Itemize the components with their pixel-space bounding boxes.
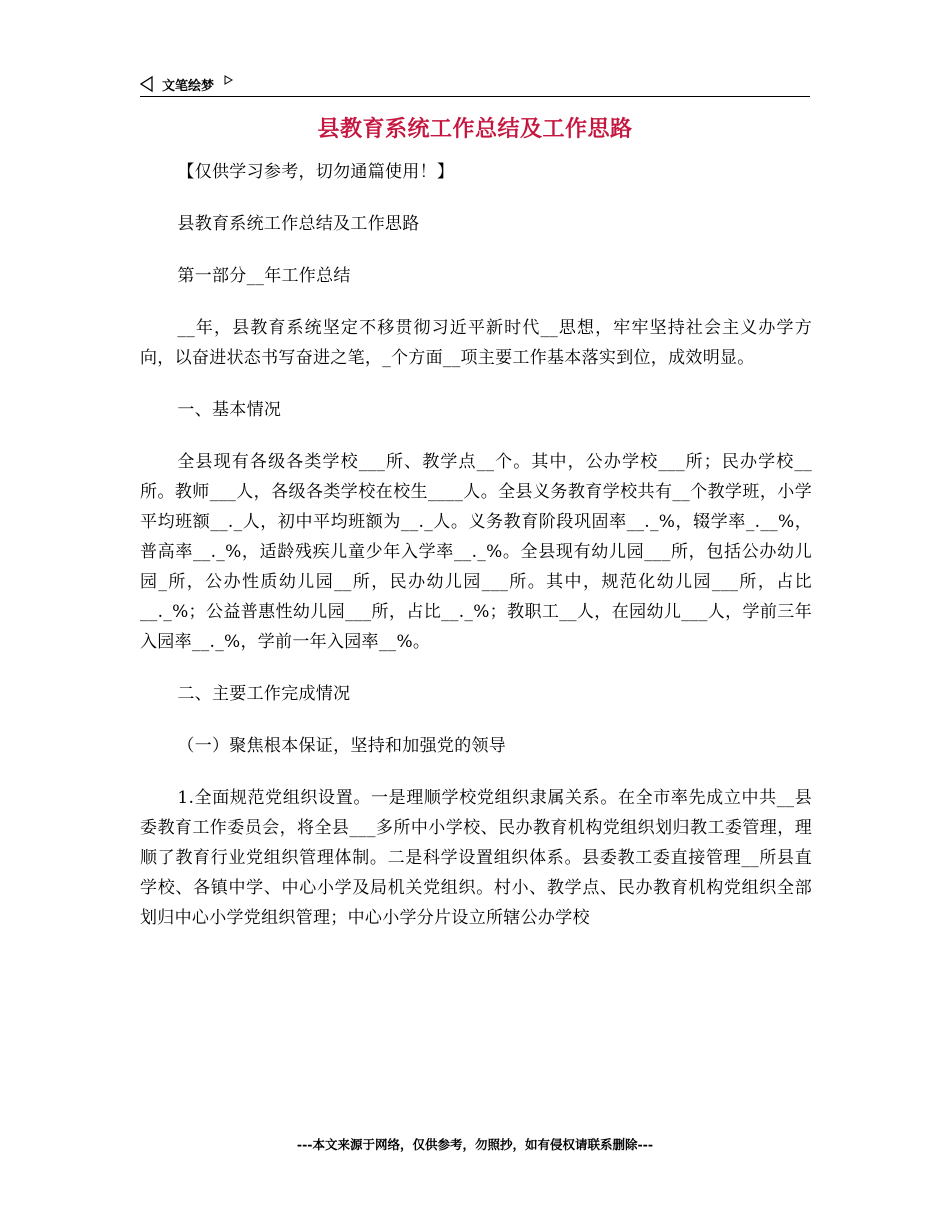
- subsection-heading-party: （一）聚焦根本保证，坚持和加强党的领导: [177, 736, 507, 756]
- part-heading: 第一部分__年工作总结: [177, 266, 351, 286]
- brand-name: 文笔绘梦: [162, 78, 215, 94]
- basic-situation-paragraph: 全县现有各级各类学校___所、教学点__个。其中，公办学校___所；民办学校__所。教师___人，各级各类学校在校生____人。全县义务教育学校共有__个教学班，小学平均班额__._人，初中平均班额为__._人。义务教育阶段巩固率__._%，辍学率_.__%，普高率__._%，适龄残疾儿童少年入学率__._%。全县现有幼儿园___所，包括公办幼儿园_所，公办性质幼儿园__所，民办幼儿园___所。其中，规范化幼儿园___所，占比__._%；公益普惠性幼儿园___所，占比__._%；教职工__人，在园幼儿___人，学前三年入园率__._%，学前一年入园率__%。: [140, 452, 812, 652]
- page-footer-note: ---本文来源于网络，仅供参考，勿照抄，如有侵权请联系删除---: [296, 1137, 654, 1152]
- triangle-left-outline-icon: [140, 76, 154, 92]
- subtitle-paragraph: 县教育系统工作总结及工作思路: [177, 214, 420, 234]
- intro-paragraph: __年，县教育系统坚定不移贯彻习近平新时代__思想，牢牢坚持社会主义办学方向，以奋进状态书写奋进之笔，_个方面__项主要工作基本落实到位，成效明显。: [140, 318, 812, 368]
- section-heading-main-work: 二、主要工作完成情况: [177, 684, 351, 704]
- document-body: [140, 157, 812, 955]
- disclaimer-paragraph: 【仅供学习参考，切勿通篇使用！】: [177, 162, 455, 182]
- page-header: [140, 70, 810, 97]
- section-heading-basic: 一、基本情况: [177, 400, 282, 420]
- header-brand: [140, 74, 233, 94]
- triangle-right-small-icon: [224, 75, 233, 85]
- party-organization-paragraph: 1.全面规范党组织设置。一是理顺学校党组织隶属关系。在全市率先成立中共__县委教育工作委员会，将全县___多所中小学校、民办教育机构党组织划归教工委管理，理顺了教育行业党组织管理体制。二是科学设置组织体系。县委教工委直接管理__所县直学校、各镇中学、中心小学及局机关党组织。村小、教学点、民办教育机构党组织全部划归中心小学党组织管理；中心小学分片设立所辖公办学校: [140, 788, 812, 928]
- document-title: 县教育系统工作总结及工作思路: [317, 117, 633, 142]
